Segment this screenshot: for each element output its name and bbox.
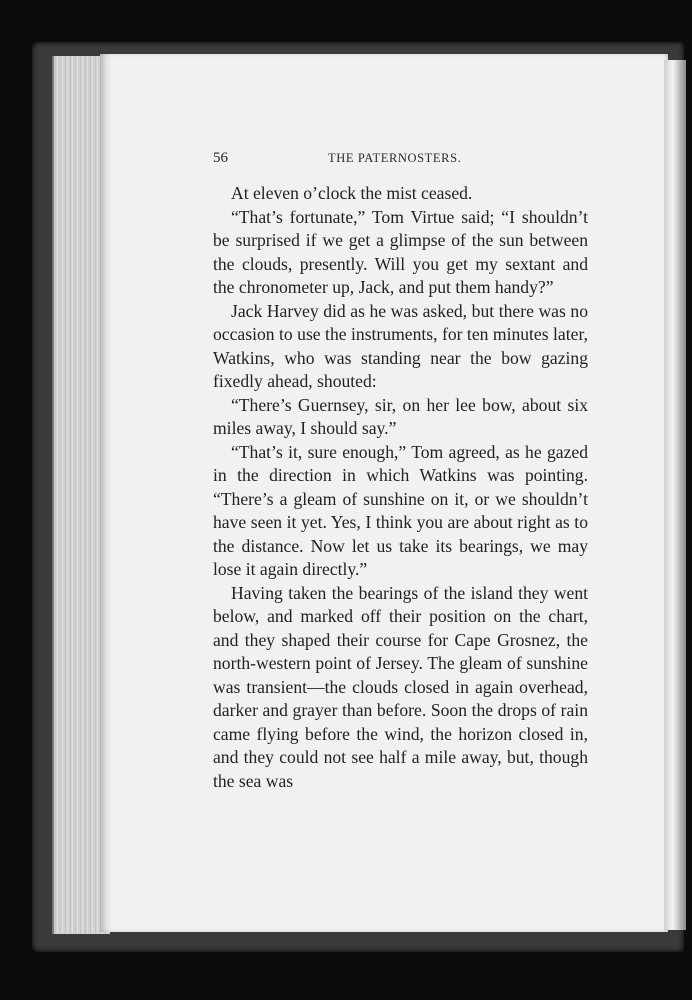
facing-page-edge bbox=[664, 60, 686, 930]
paragraph: “There’s Guernsey, sir, on her lee bow, about six miles away, I should say.” bbox=[213, 394, 588, 438]
page-number: 56 bbox=[213, 150, 228, 166]
paragraph: At eleven o’clock the mist ceased. bbox=[231, 183, 473, 203]
paragraph: “That’s it, sure enough,” Tom agreed, as he gazed in the direction in which Watkins was pointing. “There’s a gleam of sunshine on it, or we shouldn’t have seen it yet. Yes, I think you are about right as to the distance. Now let us take its bearings, we may lose it again directly.” bbox=[213, 441, 588, 579]
paragraph: Jack Harvey did as he was asked, but there was no occasion to use the instruments, for ten minutes later, Watkins, who was standing near the bow gazing fixedly ahead, shouted: bbox=[213, 300, 588, 391]
paragraph: Having taken the bearings of the island they went below, and marked off their position on the chart, and they shaped their course for Cape Grosnez, the north-western point of Jersey. The gleam of sunshine was transient—the clouds closed in again overhead, darker and grayer than before. Soon the drops of rain came flying before the wind, the horizon closed in, and they could not see half a mile away, but, though the sea was bbox=[213, 582, 588, 791]
body-text bbox=[213, 182, 588, 793]
paragraph: “That’s fortunate,” Tom Virtue said; “I shouldn’t be surprised if we get a glimpse of the sun between the clouds, presently. Will you get my sextant and the chronometer up, Jack, and put them handy?” bbox=[213, 206, 588, 297]
running-head bbox=[213, 150, 589, 172]
running-title: THE PATERNOSTERS. bbox=[328, 151, 462, 165]
